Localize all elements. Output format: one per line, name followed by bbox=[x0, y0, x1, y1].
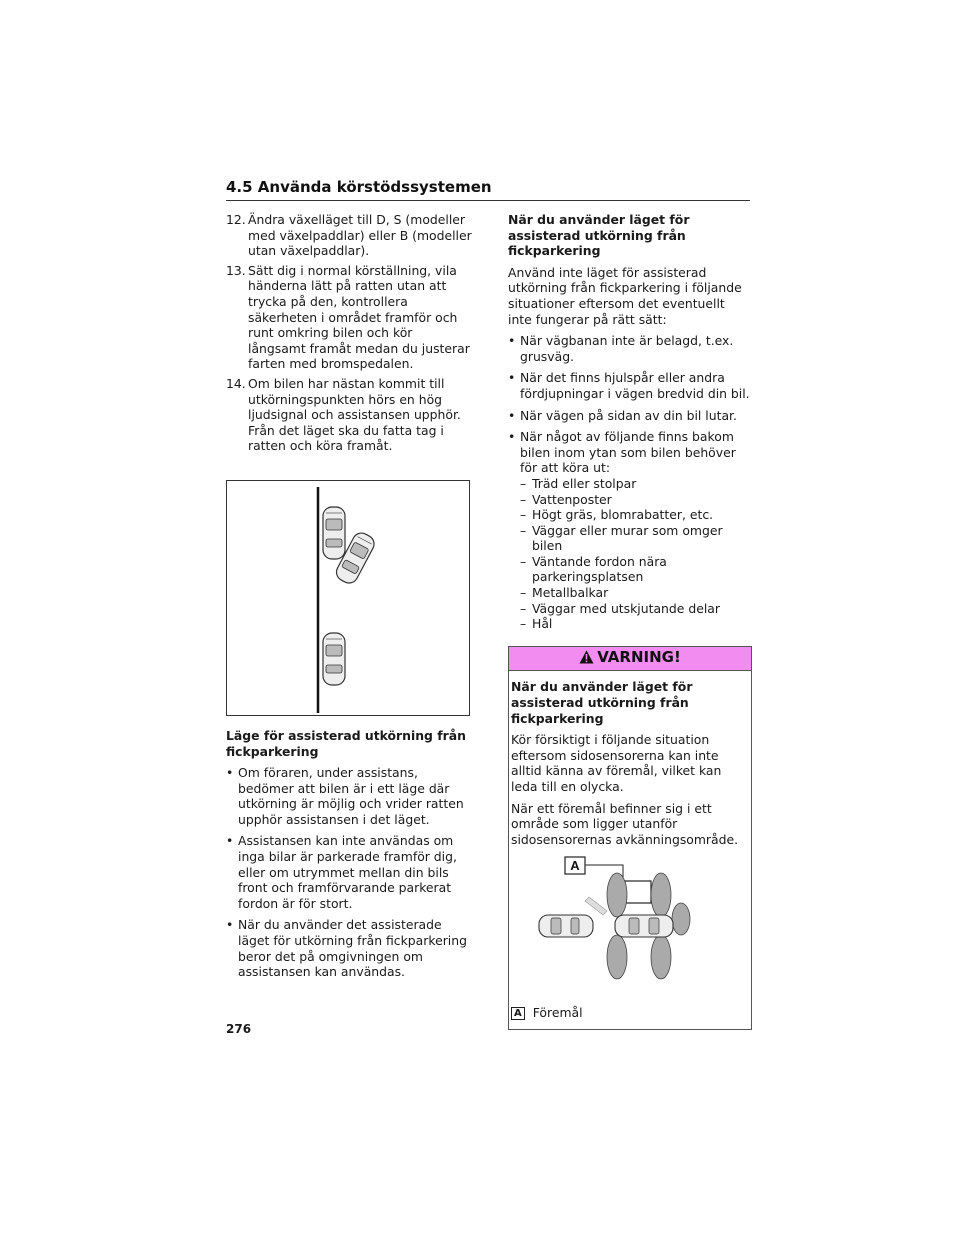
step-item bbox=[226, 263, 472, 372]
warning-triangle-icon bbox=[579, 650, 594, 668]
mode-heading: Läge för assisterad utkörning från fickparkering bbox=[226, 727, 466, 759]
bullet-text: Assistansen kan inte användas om inga bilar är parkerade framför dig, eller om utrymmet mellan din bils front och framförvarande parkerat fordon är för stort. bbox=[238, 833, 457, 911]
list-item: – Vattenposter bbox=[520, 491, 612, 507]
usage-bullet-list bbox=[508, 333, 752, 632]
object-box bbox=[625, 881, 651, 903]
bullet-text: När det finns hjulspår eller andra fördjupningar i vägen bredvid din bil. bbox=[520, 370, 750, 401]
bullet-icon: • bbox=[226, 765, 234, 781]
step-number: 12. bbox=[226, 212, 246, 227]
list-item bbox=[508, 408, 752, 424]
bullet-icon: • bbox=[508, 429, 516, 445]
own-car bbox=[615, 915, 673, 937]
list-item: – Hål bbox=[520, 616, 553, 632]
bullet-icon: • bbox=[508, 333, 516, 349]
bullet-text: Om föraren, under assistans, bedömer att bilen är i ett läge där utkörning är möjlig och vrider ratten upphör assistansen i det läget. bbox=[238, 765, 464, 827]
sensor-zone bbox=[607, 873, 627, 917]
step-text: Sätt dig i normal körställning, vila händerna lätt på ratten utan att trycka på den, kontrollera säkerheten i området framför och runt omkring bilen och kör långsamt framåt medan du justerar farten med bromspedalen. bbox=[248, 262, 470, 372]
list-item: – Träd eller stolpar bbox=[520, 475, 637, 491]
parked-car-front bbox=[323, 507, 345, 559]
warning-heading: När du använder läget för assisterad utkörning från fickparkering bbox=[511, 679, 693, 726]
usage-intro: Använd inte läget för assisterad utkörning från fickparkering i följande situationer eftersom det eventuellt inte fungerar på rätt sätt: bbox=[508, 264, 742, 327]
sensor-diagram bbox=[511, 853, 749, 1003]
step-item bbox=[226, 376, 472, 454]
parked-car-rear bbox=[323, 633, 345, 685]
page-number: 276 bbox=[226, 1022, 252, 1036]
step-text: Ändra växelläget till D, S (modeller med växelpaddlar) eller B (modeller utan växelpaddlar). bbox=[248, 212, 472, 259]
sensor-zone bbox=[651, 873, 671, 917]
step-number: 14. bbox=[226, 375, 246, 391]
warning-box bbox=[508, 646, 752, 1030]
list-item bbox=[226, 765, 472, 827]
list-item bbox=[226, 833, 472, 911]
right-column bbox=[508, 212, 752, 1030]
warning-body bbox=[509, 671, 751, 1029]
parallel-parking-illustration bbox=[226, 480, 470, 716]
bullet-icon: • bbox=[226, 833, 234, 849]
list-item: – Metallbalkar bbox=[520, 585, 609, 601]
list-item: – Väggar med utskjutande delar bbox=[520, 600, 720, 616]
step-item bbox=[226, 212, 472, 259]
bullet-icon: • bbox=[226, 917, 234, 933]
sensor-zone bbox=[607, 935, 627, 979]
step-text: Om bilen har nästan kommit till utkörningspunkten hörs en hög ljudsignal och assistansen upphör. Från det läget ska du fatta tag i ratten och köra framåt. bbox=[248, 375, 461, 454]
list-item: – Väggar eller murar som omger bilen bbox=[520, 522, 723, 554]
parking-diagram bbox=[227, 481, 469, 715]
list-item bbox=[226, 917, 472, 979]
warning-title-bar bbox=[509, 647, 751, 672]
bullet-text: När du använder det assisterade läget för utkörning från fickparkering beror det på omgivningen om assistansen kan användas. bbox=[238, 917, 467, 980]
section-title: 4.5 Använda körstödssystemen bbox=[226, 178, 750, 201]
bullet-icon: • bbox=[508, 370, 516, 386]
list-item bbox=[508, 429, 752, 632]
mode-bullet-list bbox=[226, 765, 472, 980]
warning-title: VARNING! bbox=[597, 647, 681, 666]
bullet-icon: • bbox=[508, 407, 516, 423]
sensor-range-illustration bbox=[511, 853, 749, 1003]
bullet-text: När vägen på sidan av din bil lutar. bbox=[520, 407, 737, 423]
direction-arrow bbox=[585, 897, 607, 915]
bullet-text: När något av följande finns bakom bilen inom ytan som bilen behöver för att köra ut: bbox=[520, 429, 736, 476]
left-column bbox=[226, 212, 472, 986]
parked-car bbox=[539, 915, 593, 937]
list-item bbox=[508, 370, 752, 401]
list-item: – Högt gräs, blomrabatter, etc. bbox=[520, 507, 714, 523]
sensor-zone bbox=[672, 903, 690, 935]
list-item: – Väntande fordon nära parkeringsplatsen bbox=[520, 553, 667, 585]
usage-heading: När du använder läget för assisterad utkörning från fickparkering bbox=[508, 212, 690, 259]
warning-paragraph: Kör försiktigt i följande situation eftersom sidosensorerna kan inte alltid känna av föremål, vilket kan leda till en olycka. bbox=[511, 732, 722, 794]
legend-key: A bbox=[511, 1007, 525, 1020]
sensor-zone bbox=[651, 935, 671, 979]
step-number: 13. bbox=[226, 262, 246, 278]
obstacle-list bbox=[520, 476, 752, 632]
list-item bbox=[508, 333, 752, 364]
figure-legend bbox=[511, 1003, 749, 1025]
bullet-text: När vägbanan inte är belagd, t.ex. grusväg. bbox=[520, 333, 734, 364]
warning-paragraph: När ett föremål befinner sig i ett område som ligger utanför sidosensorernas avkänningsområde. bbox=[511, 800, 739, 847]
callout-label: A bbox=[570, 858, 580, 874]
legend-text: Föremål bbox=[532, 1005, 583, 1021]
